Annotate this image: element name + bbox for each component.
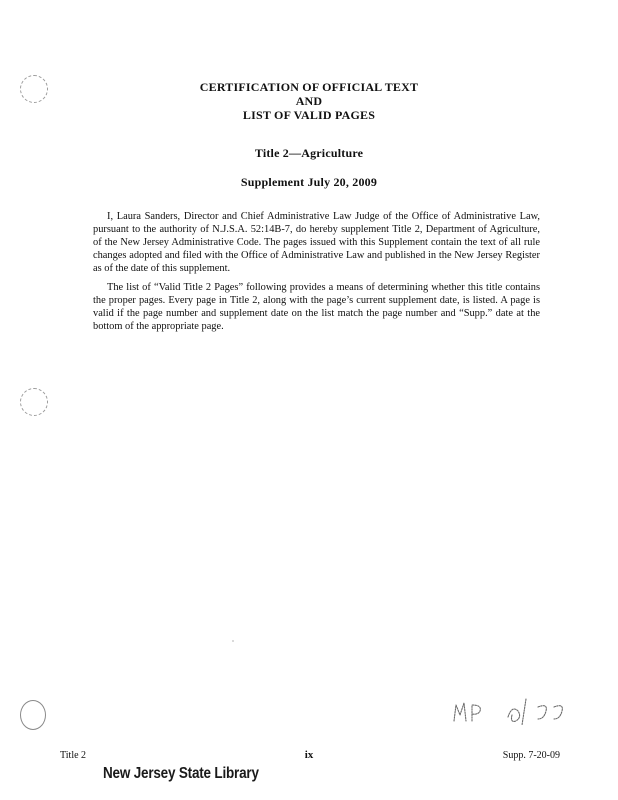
- page-number: ix: [304, 749, 314, 761]
- footer-title: Title 2: [60, 750, 87, 761]
- binder-hole-bottom: [20, 700, 46, 730]
- supplement-date-heading: Supplement July 20, 2009: [240, 175, 378, 189]
- certification-heading-and: AND: [295, 94, 323, 108]
- scan-speck: [232, 640, 234, 642]
- title-heading: Title 2—Agriculture: [254, 146, 364, 160]
- valid-pages-heading: LIST OF VALID PAGES: [242, 108, 376, 122]
- library-stamp: New Jersey State Library: [103, 764, 259, 782]
- binder-hole-middle: [20, 388, 48, 416]
- certification-heading: CERTIFICATION OF OFFICIAL TEXT: [199, 80, 419, 94]
- valid-pages-paragraph: The list of “Valid Title 2 Pages” following provides a means of determining whether this title contains the proper pages. Every page in Title 2, along with the page’s current supplement date, is listed. A page is valid if the page number and supplement date on the list match the page number and “Supp.” date at the bottom of the appropriate page.: [93, 282, 540, 332]
- footer-supplement-date: Supp. 7-20-09: [502, 750, 560, 761]
- certification-paragraph: I, Laura Sanders, Director and Chief Administrative Law Judge of the Office of Administrative Law, pursuant to the authority of N.J.S.A. 52:14B-7, do hereby supplement Title 2, Department of Agriculture, of the New Jersey Administrative Code. The pages issued with this Supplement contain the text of all rule changes adopted and filed with the Office of Administrative Law and published in the New Jersey Register as of the date of this supplement.: [93, 211, 540, 274]
- handwritten-initials: [452, 697, 578, 727]
